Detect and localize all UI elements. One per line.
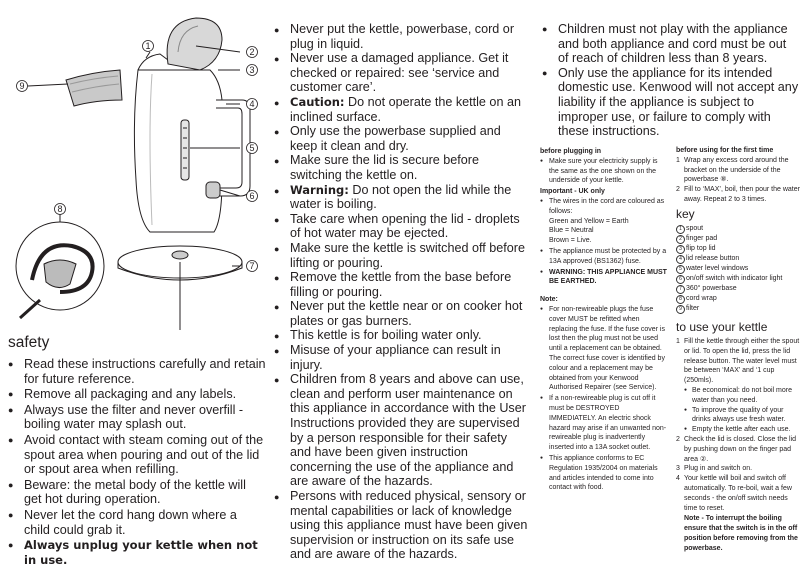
key-item: 2 finger pad	[676, 234, 800, 244]
safety-item: ● Never put the kettle, powerbase, cord or plug in liquid.	[274, 22, 530, 51]
use-step: 3 Plug in and switch on.	[676, 465, 753, 473]
use-note: Note - To interrupt the boiling ensure that the switch is in the off position before removing from the powerbase.	[684, 515, 798, 552]
callout-7: 7	[249, 261, 255, 271]
key-item: 8 cord wrap	[676, 294, 800, 304]
safety-item: ● Children from 8 years and above can use, clean and perform user maintenance on this appliance in accordance with the User Instructions provided they are supervised by a person responsible for their safety and have been given instruction concerning the use of the appliance and are aware of the hazards.	[274, 372, 530, 489]
caution-label: Caution:	[290, 94, 345, 109]
filter-drawing	[66, 70, 122, 106]
note-item: ● This appliance conforms to EC Regulation 1935/2004 on materials and articles intended to come into contact with food.	[540, 454, 668, 493]
key-item: 3 flip top lid	[676, 244, 800, 254]
safety-continued-section	[274, 22, 530, 562]
key-item: 5 water level windows	[676, 264, 800, 274]
use-step: 4 Your kettle will boil and switch off automatically. To re-boil, wait a few seconds - the on/off switch needs time to reset. Note - To interrupt the boiling ensure that the switch is in the off position before removing from the powerbase.	[676, 474, 800, 553]
before-first-use-section	[676, 146, 800, 205]
safety-item: ● Only use the powerbase supplied and keep it clean and dry.	[274, 124, 530, 153]
before-heading: before using for the first time	[676, 147, 774, 154]
callout-1: 1	[145, 41, 151, 51]
safety-item: ● Remove all packaging and any labels.	[8, 387, 266, 402]
safety-item: ● Never let the cord hang down where a child could grab it.	[8, 508, 266, 537]
note-heading: Note:	[540, 296, 558, 304]
safety-item: ● Never use a damaged appliance. Get it checked or repaired: see ‘service and customer care’.	[274, 51, 530, 95]
key-item: 4 lid release button	[676, 254, 800, 264]
key-item: 7 360° powerbase	[676, 284, 800, 294]
safety-item: ● Persons with reduced physical, sensory or mental capabilities or lack of knowledge using this appliance must have been given supervision or instruction on its safe use and are aware of the hazards.	[274, 489, 530, 562]
safety-section	[8, 334, 266, 568]
callout-3: 3	[249, 65, 255, 75]
safety-item: ● Remove the kettle from the base before filling or pouring.	[274, 270, 530, 299]
safety-item: ● Never put the kettle near or on cooker hot plates or gas burners.	[274, 299, 530, 328]
plug-item-earthed: ● WARNING: THIS APPLIANCE MUST BE EARTHED.	[540, 268, 668, 288]
callout-4: 4	[249, 99, 255, 109]
use-kettle-section	[676, 320, 800, 554]
safety-item: ● Read these instructions carefully and retain for future reference.	[8, 357, 266, 386]
callout-6: 6	[249, 191, 255, 201]
safety-item: ● Make sure the lid is secure before switching the kettle on.	[274, 153, 530, 182]
use-tip: ● Be economical: do not boil more water than you need.	[684, 386, 800, 406]
use-step: 1 Fill the kettle through either the spout or lid. To open the lid, press the lid release button. The water level must be between ‘MAX’ and ‘1 cup (250mls). ● Be economical: do not boil more water than you need. ● To improve the quality of your drinks always use fresh water. ● Empty the kettle after each use.	[676, 337, 800, 435]
before-step: 2 Fill to ‘MAX’, boil, then pour the water away. Repeat 2 to 3 times.	[676, 186, 800, 203]
safety-item: ● Avoid contact with steam coming out of the spout area when pouring and out of the lid or spout area when refilling.	[8, 433, 266, 477]
safety-item: ● Take care when opening the lid - droplets of hot water may be ejected.	[274, 212, 530, 241]
warning-text: Do not open the lid while the water is boiling.	[290, 182, 512, 212]
note-item: ● If a non-rewireable plug is cut off it must be DESTROYED IMMEDIATELY. An electric shock hazard may arise if an unwanted non-rewireable plug is inadvertently inserted into a 13A socket outlet.	[540, 394, 668, 453]
safety-right-section	[542, 22, 800, 139]
kettle-illustration	[0, 0, 275, 330]
safety-item-unplug	[8, 538, 266, 567]
uk-heading: Important - UK only	[540, 188, 605, 196]
safety-item: ● Misuse of your appliance can result in injury.	[274, 343, 530, 372]
note-item: ● For non-rewireable plugs the fuse cover MUST be refitted when replacing the fuse. If the fuse cover is lost then the plug must not be used until a replacement can be obtained. The correct fuse cover is identified by colour and a replacement may be obtained from your Kenwood Authorised Repairer (see Service).	[540, 305, 668, 393]
safety-item: ● Children must not play with the appliance and both appliance and cord must be out of reach of children less than 8 years.	[542, 22, 800, 66]
callout-5: 5	[249, 143, 255, 153]
safety-item-caution	[274, 95, 530, 124]
callout-8: 8	[57, 204, 63, 214]
use-tip: ● Empty the kettle after each use.	[684, 425, 800, 435]
before-step: 1 Wrap any excess cord around the bracket on the underside of the powerbase ⑧.	[676, 156, 789, 184]
key-item: 1 spout	[676, 224, 800, 234]
safety-item: ● Only use the appliance for its intended domestic use. Kenwood will not accept any liability if the appliance is subject to improper use, or failure to comply with these instructions.	[542, 66, 800, 139]
plug-item-wires: ● The wires in the cord are coloured as follows: Green and Yellow = Earth Blue = Neutral Brown = Live.	[540, 197, 668, 246]
key-item: 6 on/off switch with indicator light	[676, 274, 800, 284]
use-tip: ● To improve the quality of your drinks always use fresh water.	[684, 406, 800, 426]
key-title: key	[676, 207, 695, 221]
cord-wrap-drawing	[16, 222, 104, 318]
plug-item: ● Make sure your electricity supply is the same as the one shown on the underside of your kettle.	[540, 157, 668, 186]
safety-item: ● Always use the filter and never overfill - boiling water may splash out.	[8, 403, 266, 432]
powerbase-drawing	[118, 246, 242, 330]
plug-heading: before plugging in	[540, 148, 602, 155]
before-plugging-in-section	[540, 147, 668, 494]
safety-item: ● Beware: the metal body of the kettle will get hot during operation.	[8, 478, 266, 507]
unplug-warning: Always unplug your kettle when not in use.	[24, 538, 258, 567]
callout-9: 9	[19, 81, 25, 91]
key-item: 9 filter	[676, 304, 800, 314]
plug-item: ● The appliance must be protected by a 13A approved (BS1362) fuse.	[540, 247, 668, 267]
use-step: 2 Check the lid is closed. Close the lid by pushing down on the finger pad area ②.	[676, 435, 797, 463]
callout-2: 2	[249, 47, 255, 57]
key-section	[676, 207, 800, 314]
safety-title: safety	[8, 334, 50, 351]
safety-item: ● Make sure the kettle is switched off before lifting or pouring.	[274, 241, 530, 270]
use-title: to use your kettle	[676, 320, 768, 334]
safety-item-warning	[274, 183, 530, 212]
warning-label: Warning:	[290, 182, 349, 197]
caution-text: Do not operate the kettle on an inclined surface.	[290, 94, 521, 124]
safety-item: ● This kettle is for boiling water only.	[274, 328, 530, 343]
